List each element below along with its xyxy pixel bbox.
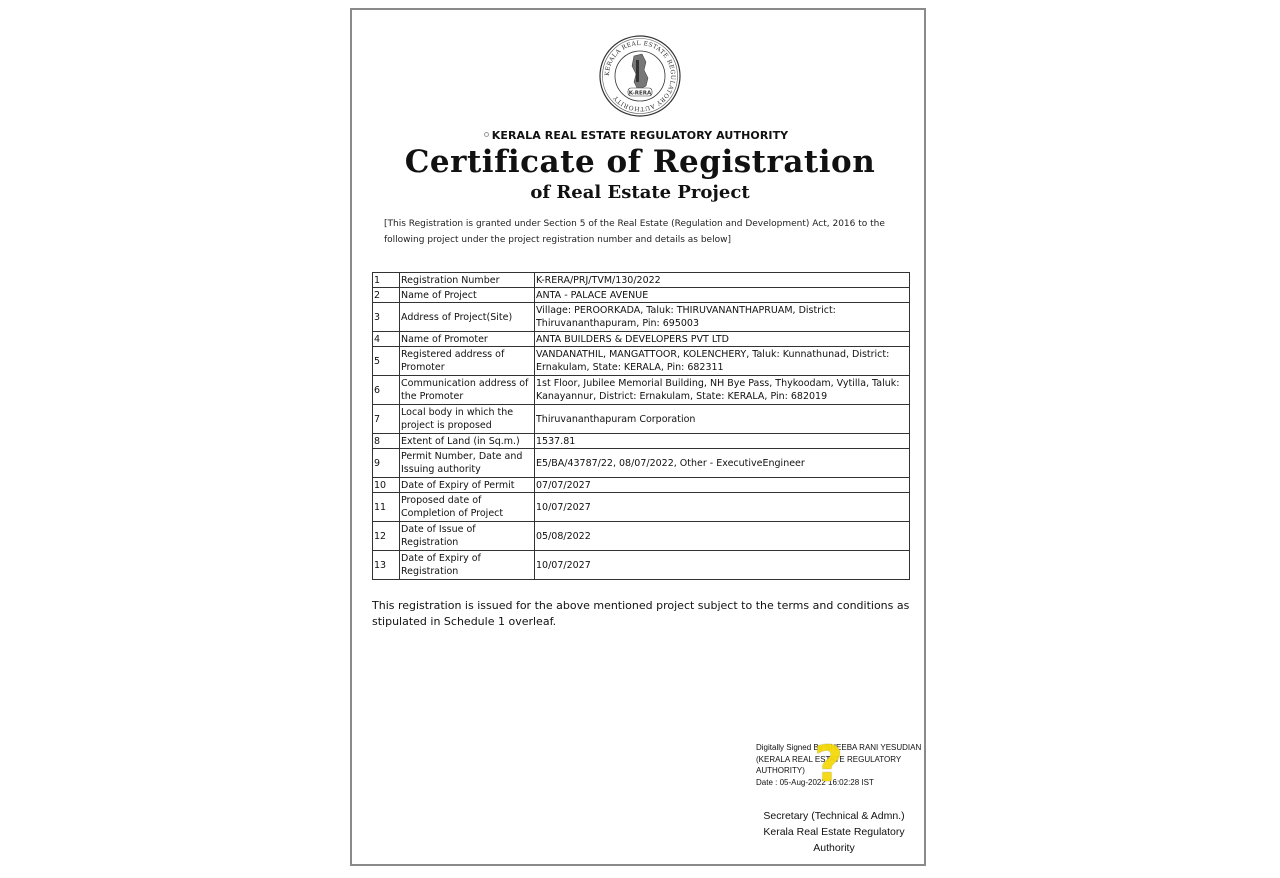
row-value: Thiruvananthapuram Corporation — [535, 405, 910, 434]
row-value: Village: PEROORKADA, Taluk: THIRUVANANTHAPRUAM, District: Thiruvananthapuram, Pin: 695003 — [535, 303, 910, 332]
table-row — [373, 434, 910, 449]
table-row — [373, 551, 910, 580]
row-label: Date of Issue of Registration — [400, 522, 535, 551]
row-number: 13 — [373, 551, 400, 580]
closing-statement: This registration is issued for the above mentioned project subject to the terms and conditions as stipulated in Schedule 1 overleaf. — [372, 599, 910, 628]
table-row — [373, 522, 910, 551]
table-row — [373, 288, 910, 303]
signatory-designation: Secretary (Technical & Admn.) — [763, 810, 905, 822]
row-label: Name of Project — [400, 288, 535, 303]
row-value: VANDANATHIL, MANGATTOOR, KOLENCHERY, Taluk: Kunnathunad, District: Ernakulam, State: KERALA, Pin: 682311 — [535, 347, 910, 376]
row-value: E5/BA/43787/22, 08/07/2022, Other - ExecutiveEngineer — [535, 449, 910, 478]
seal-ring-text: KERALA REAL ESTATE REGULATORY AUTHORITY — [603, 39, 677, 113]
table-row — [373, 478, 910, 493]
certificate-title: Certificate of Registration — [404, 144, 876, 180]
row-label: Date of Expiry of Registration — [400, 551, 535, 580]
row-number: 7 — [373, 405, 400, 434]
row-value: ANTA - PALACE AVENUE — [535, 288, 910, 303]
authority-name: KERALA REAL ESTATE REGULATORY AUTHORITY — [491, 129, 789, 142]
row-label: Name of Promoter — [400, 332, 535, 347]
row-number: 8 — [373, 434, 400, 449]
row-number: 11 — [373, 493, 400, 522]
row-number: 9 — [373, 449, 400, 478]
certificate-subtitle: of Real Estate Project — [530, 182, 750, 203]
row-value: K-RERA/PRJ/TVM/130/2022 — [535, 273, 910, 288]
row-value: ANTA BUILDERS & DEVELOPERS PVT LTD — [535, 332, 910, 347]
signature-line: (KERALA REAL ESTATE REGULATORY — [756, 754, 902, 764]
table-row — [373, 405, 910, 434]
row-label: Extent of Land (in Sq.m.) — [400, 434, 535, 449]
seal-center-text: K-RERA — [628, 90, 652, 97]
row-label: Communication address of the Promoter — [400, 376, 535, 405]
signature-validity-icon[interactable]: ? — [814, 735, 844, 793]
row-number: 6 — [373, 376, 400, 405]
row-number: 12 — [373, 522, 400, 551]
row-label: Registration Number — [400, 273, 535, 288]
row-value: 07/07/2027 — [535, 478, 910, 493]
registration-details-table — [372, 272, 910, 580]
row-label: Local body in which the project is proposed — [400, 405, 535, 434]
row-value: 05/08/2022 — [535, 522, 910, 551]
row-number: 10 — [373, 478, 400, 493]
row-number: 5 — [373, 347, 400, 376]
row-number: 1 — [373, 273, 400, 288]
row-value: 10/07/2027 — [535, 493, 910, 522]
table-row — [373, 332, 910, 347]
row-label: Date of Expiry of Permit — [400, 478, 535, 493]
signature-line: Digitally Signed By SHEEBA RANI YESUDIAN — [756, 743, 922, 752]
row-number: 4 — [373, 332, 400, 347]
row-label: Address of Project(Site) — [400, 303, 535, 332]
row-value: 1st Floor, Jubilee Memorial Building, NH Bye Pass, Thykoodam, Vytilla, Taluk: Kanayannur, District: Ernakulam, State: KERALA, Pin: 682019 — [535, 376, 910, 405]
table-row — [373, 376, 910, 405]
row-number: 2 — [373, 288, 400, 303]
table-row — [373, 449, 910, 478]
table-row — [373, 347, 910, 376]
row-value: 1537.81 — [535, 434, 910, 449]
row-value: 10/07/2027 — [535, 551, 910, 580]
signature-line: AUTHORITY) — [756, 766, 805, 775]
signatory-block — [752, 808, 916, 856]
signature-date: Date : 05-Aug-2022 16:02:28 IST — [756, 777, 874, 787]
row-label: Proposed date of Completion of Project — [400, 493, 535, 522]
certificate-page — [350, 8, 926, 866]
signatory-organisation: Authority — [813, 842, 855, 854]
table-row — [373, 273, 910, 288]
table-row — [373, 303, 910, 332]
preamble-text: [This Registration is granted under Section 5 of the Real Estate (Regulation and Development) Act, 2016 to the following project under the project registration number and details as below] — [384, 219, 885, 245]
k-rera-seal-icon — [598, 34, 682, 118]
row-number: 3 — [373, 303, 400, 332]
signatory-organisation: Kerala Real Estate Regulatory — [763, 826, 905, 838]
row-label: Permit Number, Date and Issuing authority — [400, 449, 535, 478]
row-label: Registered address of Promoter — [400, 347, 535, 376]
table-row — [373, 493, 910, 522]
